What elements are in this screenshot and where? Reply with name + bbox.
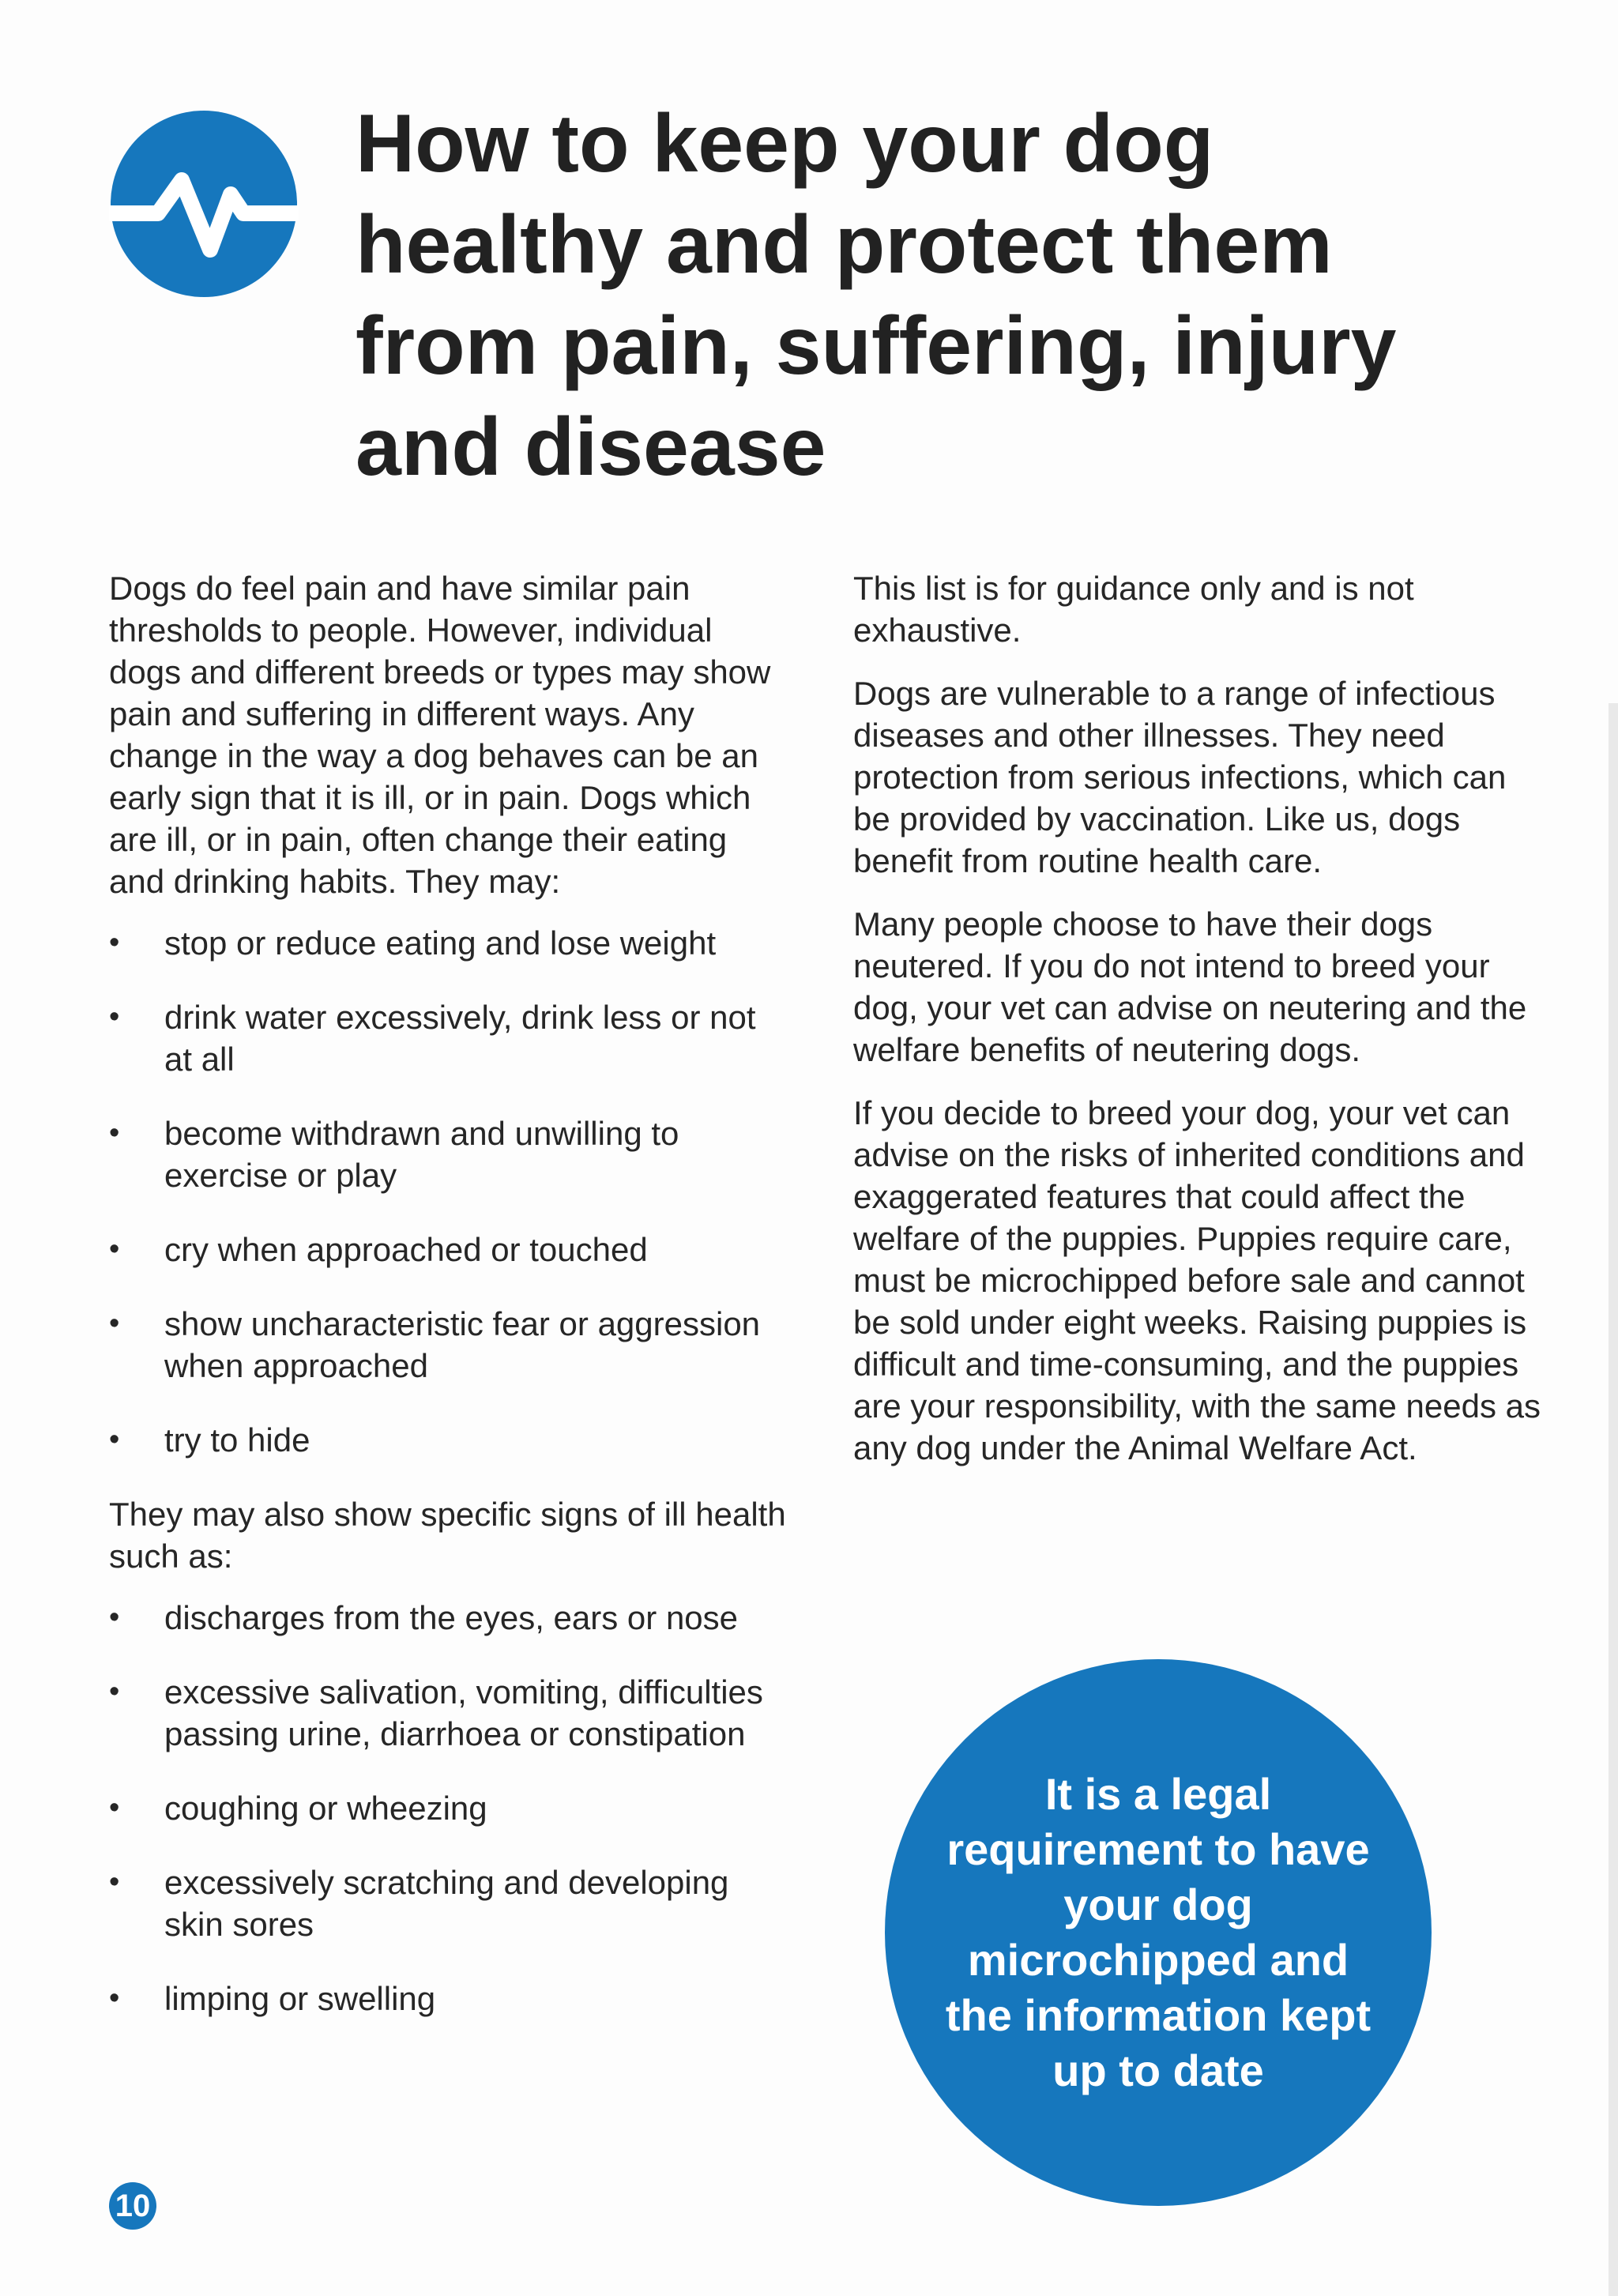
intro-paragraph: Dogs do feel pain and have similar pain thresholds to people. However, individual dogs and different breeds or types may show pain and suffering in different ways. Any change in the way a dog behaves can be an early sign that it is ill, or in pain. Dogs which are ill, or in pain, often change their eating and drinking habits. They may: [109,570,771,900]
list-item: • excessive salivation, vomiting, difficulties passing urine, diarrhoea or constipation [109,1671,788,1755]
list-item: • limping or swelling [109,1978,788,2019]
list-item: • stop or reduce eating and lose weight [109,922,788,964]
list-item: • become withdrawn and unwilling to exercise or play [109,1112,788,1196]
page-edge-divider [1609,703,1618,2296]
breeding-paragraph: If you decide to breed your dog, your vet can advise on the risks of inherited conditions and exaggerated features that could affect the welfare of the puppies. Puppies require care, must be microchipped before sale and cannot be sold under eight weeks. Raising puppies is difficult and time-consuming, and the puppies are your responsibility, with the same needs as any dog under the Animal Welfare Act. [853,1094,1541,1466]
list-item: • drink water excessively, drink less or not at all [109,996,788,1080]
ill-health-signs-list [109,1597,788,2019]
vaccination-paragraph: Dogs are vulnerable to a range of infectious diseases and other illnesses. They need protection from serious infections, which can be provided by vaccination. Like us, dogs benefit from routine health care. [853,675,1507,879]
list-item: • try to hide [109,1419,788,1461]
title-line: healthy and protect them [356,199,1333,291]
behaviour-signs-list [109,922,788,1461]
neutering-paragraph: Many people choose to have their dogs neutered. If you do not intend to breed your dog, your vet can advise on neutering and the welfare benefits of neutering dogs. [853,905,1527,1068]
list-item: • show uncharacteristic fear or aggression when approached [109,1303,788,1387]
microchip-callout [885,1659,1432,2206]
left-column [109,567,788,2052]
right-column [853,567,1548,1490]
callout-text: It is a legal requirement to have your dog microchipped and the information kept up to date [945,1769,1372,2095]
list-item: • excessively scratching and developing skin sores [109,1861,788,1945]
page-title [356,93,1541,498]
list-item: • discharges from the eyes, ears or nose [109,1597,788,1639]
title-line: and disease [356,401,826,493]
title-line: from pain, suffering, injury [356,300,1397,392]
title-line: How to keep your dog [356,98,1214,190]
list-item: • cry when approached or touched [109,1229,788,1270]
list-item: • coughing or wheezing [109,1787,788,1829]
page-number: 10 [109,2182,156,2230]
ill-health-intro: They may also show specific signs of ill health such as: [109,1496,786,1575]
heartbeat-pulse-icon [109,109,299,299]
guidance-paragraph: This list is for guidance only and is not exhaustive. [853,570,1414,649]
